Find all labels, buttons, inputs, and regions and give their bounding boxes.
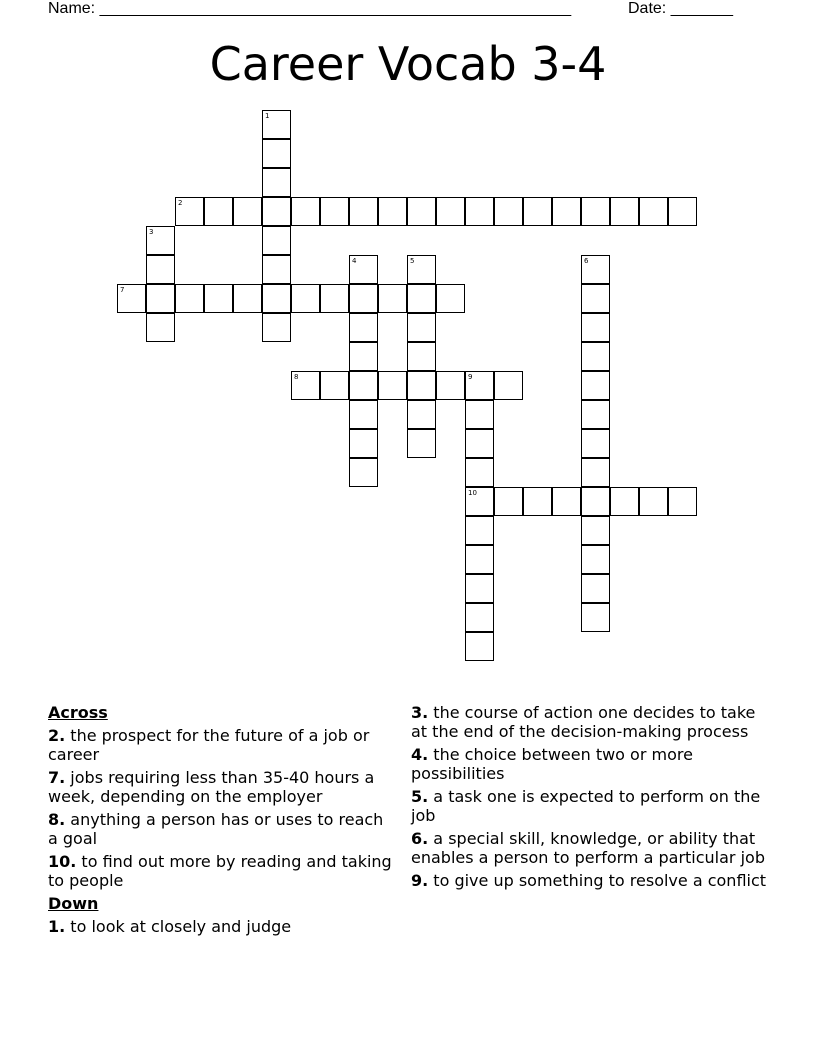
grid-cell[interactable] <box>262 197 291 226</box>
across-clue-list <box>48 726 398 890</box>
grid-cell[interactable] <box>465 487 494 516</box>
grid-cell[interactable] <box>349 197 378 226</box>
grid-cell[interactable] <box>291 197 320 226</box>
clue-item <box>48 726 398 764</box>
clue-item-number: 1. <box>48 917 66 936</box>
clue-item <box>411 703 771 741</box>
grid-cell[interactable] <box>320 197 349 226</box>
down-clue-list-continued <box>411 703 771 890</box>
grid-cell[interactable] <box>465 516 494 545</box>
clue-item-text: the course of action one decides to take at the end of the decision-making process <box>411 703 756 741</box>
grid-cell[interactable] <box>117 284 146 313</box>
clue-item-text: to give up something to resolve a conflict <box>428 871 767 890</box>
grid-cell[interactable] <box>146 284 175 313</box>
clue-item <box>411 745 771 783</box>
clue-number: 2 <box>178 199 183 207</box>
grid-cell[interactable] <box>639 487 668 516</box>
grid-cell[interactable] <box>465 574 494 603</box>
clue-item <box>411 871 771 890</box>
clue-item-text: a task one is expected to perform on the job <box>411 787 761 825</box>
clue-number: 10 <box>468 489 477 497</box>
grid-cell[interactable] <box>146 255 175 284</box>
clue-item-text: to look at closely and judge <box>65 917 292 936</box>
grid-cell[interactable] <box>465 458 494 487</box>
grid-cell[interactable] <box>523 487 552 516</box>
clue-item-text: the prospect for the future of a job or career <box>48 726 370 764</box>
grid-cell[interactable] <box>262 313 291 342</box>
grid-cell[interactable] <box>262 226 291 255</box>
grid-cell[interactable] <box>291 371 320 400</box>
grid-cell[interactable] <box>407 400 436 429</box>
grid-cell[interactable] <box>465 197 494 226</box>
clue-item-number: 4. <box>411 745 429 764</box>
grid-cell[interactable] <box>552 197 581 226</box>
grid-cell[interactable] <box>436 284 465 313</box>
grid-cell[interactable] <box>581 574 610 603</box>
grid-cell[interactable] <box>262 110 291 139</box>
grid-cell[interactable] <box>378 197 407 226</box>
grid-cell[interactable] <box>494 197 523 226</box>
clue-item <box>48 810 398 848</box>
grid-cell[interactable] <box>175 284 204 313</box>
clue-item-number: 5. <box>411 787 429 806</box>
clue-item-number: 8. <box>48 810 66 829</box>
grid-cell[interactable] <box>262 255 291 284</box>
grid-cell[interactable] <box>581 487 610 516</box>
clue-number: 4 <box>352 257 357 265</box>
clue-number: 7 <box>120 286 125 294</box>
clue-item <box>411 787 771 825</box>
grid-cell[interactable] <box>465 545 494 574</box>
grid-cell[interactable] <box>436 371 465 400</box>
clue-item-text: a special skill, knowledge, or ability that enables a person to perform a particular job <box>411 829 765 867</box>
clue-item-number: 7. <box>48 768 66 787</box>
grid-cell[interactable] <box>465 371 494 400</box>
grid-cell[interactable] <box>581 429 610 458</box>
clue-item-text: the choice between two or more possibilities <box>411 745 693 783</box>
page-title: Career Vocab 3-4 <box>209 37 607 91</box>
grid-cell[interactable] <box>349 400 378 429</box>
grid-cell[interactable] <box>349 342 378 371</box>
clue-number: 9 <box>468 373 473 381</box>
grid-cell[interactable] <box>581 284 610 313</box>
clues-left-column <box>48 703 398 940</box>
grid-cell[interactable] <box>349 284 378 313</box>
grid-cell[interactable] <box>204 284 233 313</box>
clue-item <box>411 829 771 867</box>
grid-cell[interactable] <box>610 487 639 516</box>
clue-number: 8 <box>294 373 299 381</box>
clue-item-number: 9. <box>411 871 429 890</box>
grid-cell[interactable] <box>349 429 378 458</box>
grid-cell[interactable] <box>320 371 349 400</box>
grid-cell[interactable] <box>494 487 523 516</box>
grid-cell[interactable] <box>465 429 494 458</box>
clue-item <box>48 768 398 806</box>
grid-cell[interactable] <box>668 487 697 516</box>
grid-cell[interactable] <box>581 545 610 574</box>
grid-cell[interactable] <box>552 487 581 516</box>
grid-cell[interactable] <box>146 313 175 342</box>
clue-item-text: jobs requiring less than 35-40 hours a week, depending on the employer <box>48 768 375 806</box>
clue-item-number: 10. <box>48 852 77 871</box>
grid-cell[interactable] <box>378 371 407 400</box>
grid-cell[interactable] <box>407 313 436 342</box>
grid-cell[interactable] <box>610 197 639 226</box>
grid-cell[interactable] <box>349 371 378 400</box>
grid-cell[interactable] <box>581 516 610 545</box>
date-field-label: Date: _______ <box>628 0 733 17</box>
grid-cell[interactable] <box>639 197 668 226</box>
down-clue-list <box>48 917 398 936</box>
across-heading: Across <box>48 703 108 722</box>
clues-right-column <box>411 703 771 894</box>
name-field-label: Name: _____________________________________________________ <box>48 0 572 17</box>
grid-cell[interactable] <box>349 458 378 487</box>
grid-cell[interactable] <box>581 342 610 371</box>
grid-cell[interactable] <box>407 342 436 371</box>
grid-cell[interactable] <box>349 313 378 342</box>
grid-cell[interactable] <box>175 197 204 226</box>
grid-cell[interactable] <box>291 284 320 313</box>
grid-cell[interactable] <box>581 255 610 284</box>
grid-cell[interactable] <box>407 255 436 284</box>
grid-cell[interactable] <box>320 284 349 313</box>
clue-item <box>48 917 398 936</box>
grid-cell[interactable] <box>233 197 262 226</box>
clue-number: 6 <box>584 257 589 265</box>
clue-number: 1 <box>265 112 270 120</box>
grid-cell[interactable] <box>465 632 494 661</box>
grid-cell[interactable] <box>407 197 436 226</box>
grid-cell[interactable] <box>523 197 552 226</box>
grid-cell[interactable] <box>378 284 407 313</box>
grid-cell[interactable] <box>146 226 175 255</box>
grid-cell[interactable] <box>581 603 610 632</box>
clue-item-text: to find out more by reading and taking to people <box>48 852 392 890</box>
down-heading: Down <box>48 894 99 913</box>
grid-cell[interactable] <box>581 313 610 342</box>
grid-cell[interactable] <box>436 197 465 226</box>
grid-cell[interactable] <box>262 168 291 197</box>
grid-cell[interactable] <box>668 197 697 226</box>
grid-cell[interactable] <box>349 255 378 284</box>
grid-cell[interactable] <box>581 197 610 226</box>
grid-cell[interactable] <box>233 284 262 313</box>
grid-cell[interactable] <box>581 400 610 429</box>
grid-cell[interactable] <box>407 429 436 458</box>
clue-item-number: 3. <box>411 703 429 722</box>
grid-cell[interactable] <box>581 371 610 400</box>
clue-item-number: 2. <box>48 726 66 745</box>
grid-cell[interactable] <box>465 400 494 429</box>
clue-number: 5 <box>410 257 415 265</box>
grid-cell[interactable] <box>204 197 233 226</box>
grid-cell[interactable] <box>494 371 523 400</box>
grid-cell[interactable] <box>581 458 610 487</box>
clue-item <box>48 852 398 890</box>
clue-item-text: anything a person has or uses to reach a goal <box>48 810 384 848</box>
clue-item-number: 6. <box>411 829 429 848</box>
grid-cell[interactable] <box>407 284 436 313</box>
grid-cell[interactable] <box>262 139 291 168</box>
grid-cell[interactable] <box>465 603 494 632</box>
grid-cell[interactable] <box>407 371 436 400</box>
clue-number: 3 <box>149 228 154 236</box>
grid-cell[interactable] <box>262 284 291 313</box>
